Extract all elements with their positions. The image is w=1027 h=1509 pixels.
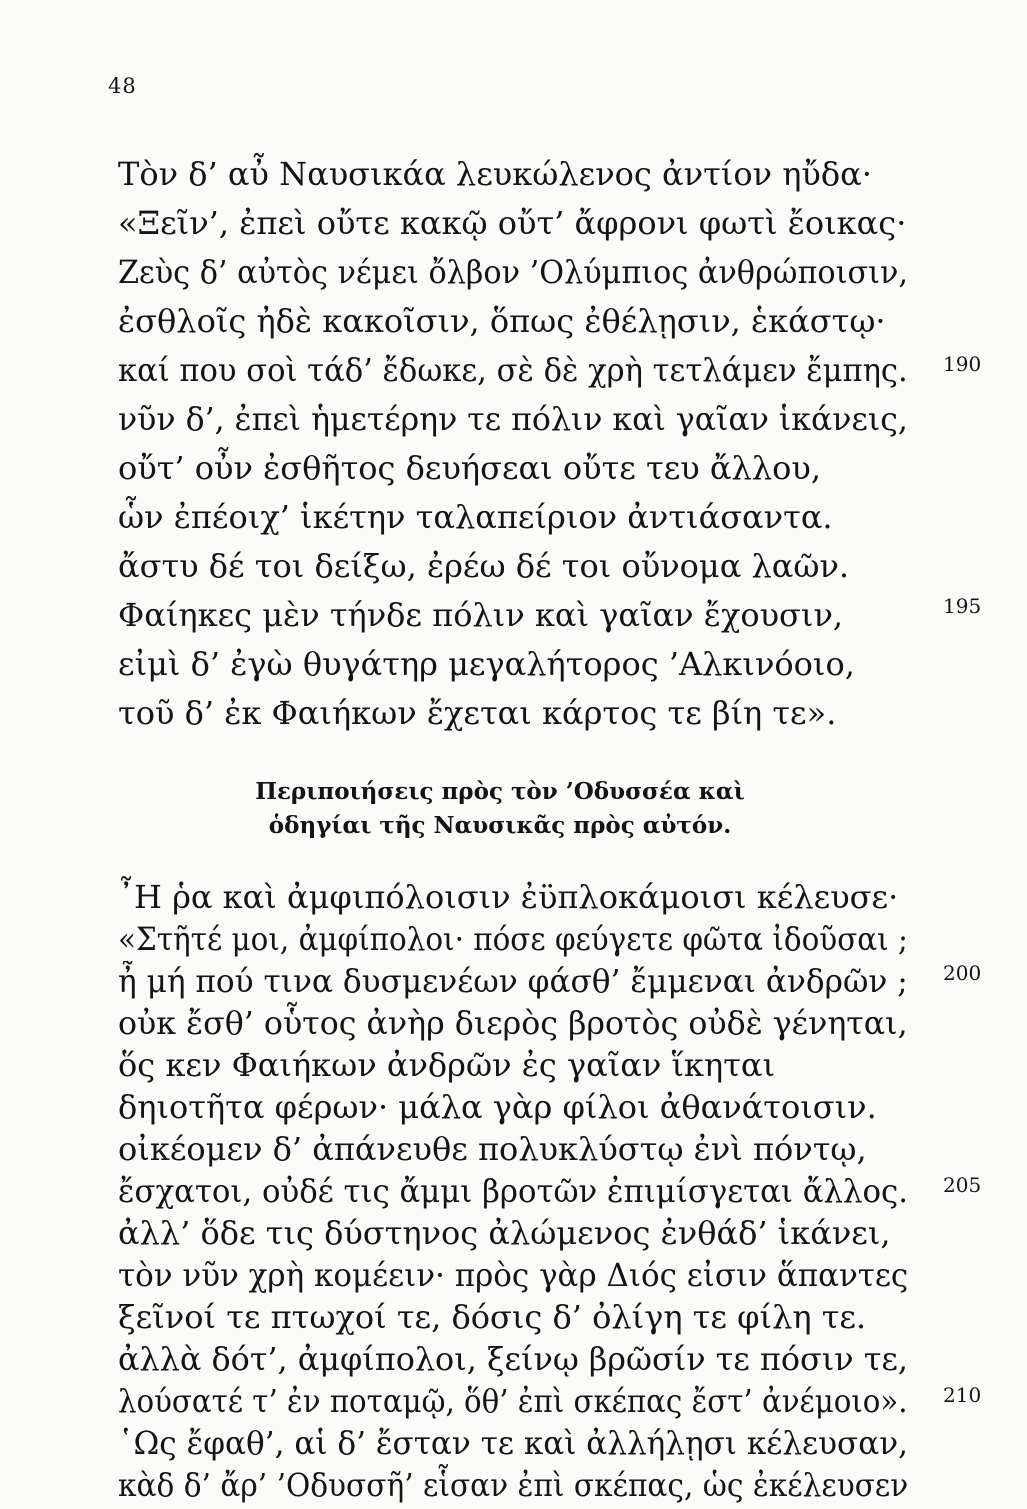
verse-text: ἐσθλοῖς ἠδὲ κακοῖσιν, ὅπως ἐθέλῃσιν, ἑκάστῳ· (118, 302, 886, 340)
verse-line (118, 915, 987, 963)
verse-text: ἀλλὰ δότ’, ἀμφίπολοι, ξείνῳ βρῶσίν τε πόσιν τε, (118, 1340, 908, 1378)
verse-text: οὔτ’ οὖν ἐσθῆτος δευήσεαι οὔτε τευ ἄλλου, (118, 449, 821, 487)
verse-text: δηιοτῆτα φέρων· μάλα γὰρ φίλοι ἀθανάτοισιν. (118, 1088, 877, 1126)
verse-text: οἰκέομεν δ’ ἀπάνευθε πολυκλύστῳ ἐνὶ πόντῳ, (118, 1130, 867, 1168)
line-number: 200 (943, 961, 982, 985)
verse-line (118, 1335, 987, 1383)
line-number: 190 (943, 352, 982, 376)
verse-line (118, 873, 987, 921)
verse-line (118, 1167, 987, 1215)
verse-line (118, 395, 987, 443)
line-number: 205 (943, 1173, 982, 1197)
verse-text: λούσατέ τ’ ἐν ποταμῷ, ὅθ’ ἐπὶ σκέπας ἔστ’ ἀνέμοιο». (118, 1382, 908, 1420)
verse-line (118, 444, 987, 492)
verse-line (118, 1419, 987, 1467)
verse-text: Τὸν δ’ αὖ Ναυσικάα λευκώλενος ἀντίον ηὔδα· (118, 155, 872, 193)
verse-text: ὅς κεν Φαιήκων ἀνδρῶν ἐς γαῖαν ἵκηται (118, 1046, 776, 1084)
verse-text: «Στῆτέ μοι, ἀμφίπολοι· πόσε φεύγετε φῶτα ἰδοῦσαι ; (118, 920, 908, 958)
verse-text: ῾Ως ἔφαθ’, αἱ δ’ ἔσταν τε καὶ ἀλλήλῃσι κέλευσαν, (118, 1424, 908, 1462)
verse-text: Φαίηκες μὲν τήνδε πόλιν καὶ γαῖαν ἔχουσιν, (118, 596, 844, 634)
verse-text: ἀλλ’ ὅδε τις δύστηνος ἀλώμενος ἐνθάδ’ ἱκάνει, (118, 1214, 891, 1252)
verse-text: τὸν νῦν χρὴ κομέειν· πρὸς γὰρ Διός εἰσιν ἅπαντες (118, 1256, 909, 1294)
verse-text: ἦ μή πού τινα δυσμενέων φάσθ’ ἔμμεναι ἀνδρῶν ; (118, 962, 908, 1000)
verse-line (118, 248, 987, 296)
verse-text: τοῦ δ’ ἐκ Φαιήκων ἔχεται κάρτος τε βίη τε». (118, 694, 837, 732)
verse-line (118, 542, 987, 590)
verse-line (118, 493, 987, 541)
verse-text: ῏Η ῥα καὶ ἀμφιπόλοισιν ἐϋπλοκάμοισι κέλευσε· (118, 878, 899, 916)
verse-text: κὰδ δ’ ἄρ’ ’Οδυσσῆ’ εἷσαν ἐπὶ σκέπας, ὡς ἐκέλευσεν (118, 1466, 909, 1504)
verse-text: καί που σοὶ τάδ’ ἔδωκε, σὲ δὲ χρὴ τετλάμεν ἔμπης. (118, 351, 908, 389)
verse-line (118, 346, 987, 394)
verse-line (118, 1293, 987, 1341)
verse-line (118, 1377, 987, 1425)
verse-line (118, 591, 987, 639)
verse-line (118, 1125, 987, 1173)
verse-text: ἔσχατοι, οὐδέ τις ἄμμι βροτῶν ἐπιμίσγεται ἄλλος. (118, 1172, 909, 1210)
verse-line (118, 199, 987, 247)
verse-text: ἄστυ δέ τοι δείξω, ἐρέω δέ τοι οὔνομα λαῶν. (118, 547, 850, 585)
verse-text: εἰμὶ δ’ ἐγὼ θυγάτηρ μεγαλήτορος ’Αλκινόοιο, (118, 645, 855, 683)
verse-text: ὧν ἐπέοιχ’ ἱκέτην ταλαπείριον ἀντιάσαντα. (118, 498, 833, 536)
verse-line (118, 1041, 987, 1089)
verse-line (118, 1209, 987, 1257)
verse-line (118, 1083, 987, 1131)
section-heading-line-1: Περιποιήσεις πρὸς τὸν ’Οδυσσέα καὶ (255, 778, 745, 805)
page-number: 48 (108, 74, 137, 98)
verse-text: νῦν δ’, ἐπεὶ ἡμετέρην τε πόλιν καὶ γαῖαν ἱκάνεις, (118, 400, 908, 438)
verse-line (118, 1461, 987, 1509)
verse-line (118, 640, 987, 688)
section-heading-line-2: ὁδηγίαι τῆς Ναυσικᾶς πρὸς αὐτόν. (268, 812, 732, 839)
verse-line (118, 957, 987, 1005)
verse-line (118, 1251, 987, 1299)
verse-text: οὐκ ἔσθ’ οὗτος ἀνὴρ διερὸς βροτὸς οὐδὲ γένηται, (118, 1004, 908, 1042)
line-number: 210 (943, 1383, 982, 1407)
verse-line (118, 689, 987, 737)
verse-text: ξεῖνοί τε πτωχοί τε, δόσις δ’ ὀλίγη τε φίλη τε. (118, 1298, 867, 1336)
verse-text: Ζεὺς δ’ αὐτὸς νέμει ὄλβον ’Ολύμπιος ἀνθρώποισιν, (118, 253, 909, 291)
line-number: 195 (943, 594, 982, 618)
verse-line (118, 150, 987, 198)
verse-text: «Ξεῖν’, ἐπεὶ οὔτε κακῷ οὔτ’ ἄφρονι φωτὶ ἔοικας· (118, 204, 907, 242)
verse-line (118, 999, 987, 1047)
verse-line (118, 297, 987, 345)
